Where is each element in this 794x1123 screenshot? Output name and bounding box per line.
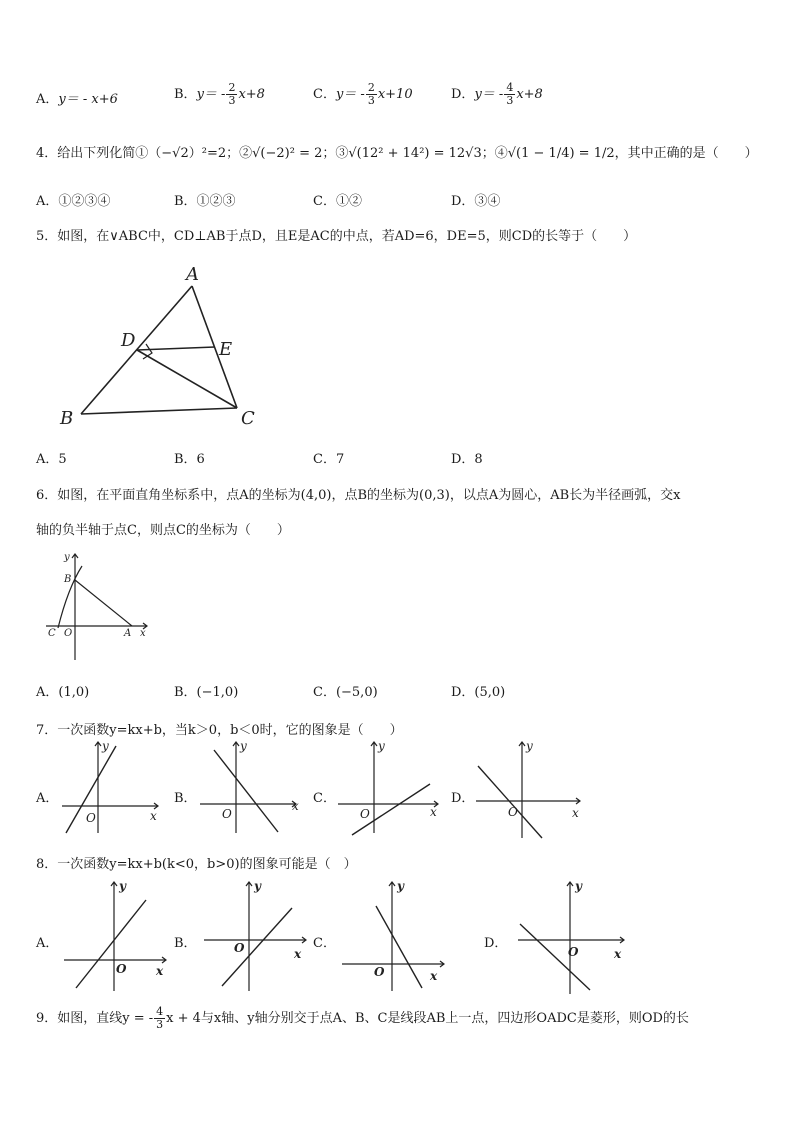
q8-option-a-label: A． bbox=[36, 936, 59, 951]
q4-text-5: ；④ bbox=[481, 146, 508, 161]
x-label: x bbox=[156, 964, 164, 978]
q9-text-2: x + 4与x轴、y轴分别交于点A、B、C是线段AB上一点，四边形OADC是菱形，则OD的长 bbox=[166, 1011, 689, 1026]
denominator: 3 bbox=[506, 94, 514, 107]
q4-option-b: B．①②③ bbox=[174, 194, 236, 209]
label-b: B bbox=[64, 574, 72, 585]
q4-expr-4: √(1 − 1/4) = 1/2 bbox=[507, 146, 615, 161]
option-expression: y＝ - bbox=[196, 87, 226, 102]
y-label: y bbox=[102, 739, 109, 753]
numerator: 2 bbox=[367, 81, 375, 94]
q4-option-c: C．①② bbox=[313, 194, 362, 209]
numerator: 2 bbox=[228, 81, 236, 94]
fraction bbox=[366, 82, 377, 107]
y-label: y bbox=[240, 739, 247, 753]
q7-option-a-label: A． bbox=[36, 791, 59, 806]
y-label: y bbox=[526, 739, 533, 753]
origin-label: O bbox=[234, 941, 245, 955]
segment-ab bbox=[75, 580, 132, 626]
segment-bc bbox=[81, 408, 237, 414]
q7-graph-c bbox=[334, 738, 444, 838]
option-letter: B． bbox=[174, 87, 197, 102]
origin-label: O bbox=[86, 811, 96, 825]
q5-stem: 5．如图，在∨ABC中，CD⊥AB于点D，且E是AC的中点，若AD=6，DE=5，则CD的长等于（ ） bbox=[36, 229, 637, 244]
label-y: y bbox=[64, 552, 70, 563]
q8-stem: 8．一次函数y=kx+b(k<0，b>0)的图象可能是（ ） bbox=[36, 857, 357, 872]
origin-label: O bbox=[374, 965, 385, 979]
q3-option-c bbox=[313, 82, 413, 107]
x-label: x bbox=[430, 805, 437, 819]
denominator: 3 bbox=[367, 94, 375, 107]
q6-option-b: B．(−1,0) bbox=[174, 685, 239, 700]
fraction bbox=[504, 82, 515, 107]
q8-option-d-label: D． bbox=[484, 936, 508, 951]
x-label: x bbox=[430, 969, 438, 983]
x-label: x bbox=[150, 809, 157, 823]
q6-stem-line2: 轴的负半轴于点C，则点C的坐标为（ ） bbox=[36, 523, 290, 538]
y-label: y bbox=[397, 879, 404, 893]
option-expression-tail: x+8 bbox=[516, 87, 543, 102]
q7-option-d-label: D． bbox=[451, 791, 475, 806]
q3-option-d bbox=[451, 82, 543, 107]
x-label: x bbox=[292, 799, 299, 813]
q4-option-d: D．③④ bbox=[451, 194, 501, 209]
q7-option-c-label: C． bbox=[313, 791, 336, 806]
fraction bbox=[154, 1006, 165, 1031]
q6-option-d: D．(5,0) bbox=[451, 685, 506, 700]
q8-graph-c bbox=[340, 876, 450, 994]
x-label: x bbox=[614, 947, 622, 961]
q4-option-a: A．①②③④ bbox=[36, 194, 111, 209]
origin-label: O bbox=[360, 807, 370, 821]
q5-option-c: C．7 bbox=[313, 452, 345, 467]
label-o: O bbox=[64, 628, 73, 639]
q8-option-c-label: C． bbox=[313, 936, 336, 951]
q4-expr-1: −√2 bbox=[161, 146, 189, 161]
q9-stem bbox=[36, 1006, 689, 1031]
q6-option-c: C．(−5,0) bbox=[313, 685, 378, 700]
q8-graph-d bbox=[516, 876, 631, 998]
option-expression: y＝ - bbox=[335, 87, 365, 102]
q7-graph-d bbox=[472, 738, 587, 843]
q9-text-1: 9．如图，直线y = - bbox=[36, 1011, 154, 1026]
origin-label: O bbox=[222, 807, 232, 821]
q6-option-a: A．(1,0) bbox=[36, 685, 90, 700]
q7-graph-b bbox=[196, 738, 306, 838]
x-label: x bbox=[572, 806, 579, 820]
origin-label: O bbox=[116, 962, 127, 976]
q4-expr-2: √(−2)² = 2 bbox=[252, 146, 323, 161]
q6-stem-line1: 6．如图，在平面直角坐标系中，点A的坐标为(4,0)，点B的坐标为(0,3)，以点A为圆心，AB长为半径画弧，交x bbox=[36, 488, 681, 503]
label-a: A bbox=[186, 264, 199, 285]
denominator: 3 bbox=[228, 94, 236, 107]
q4-stem bbox=[36, 142, 758, 161]
label-x: x bbox=[140, 628, 146, 639]
q4-expr-3: √(12² + 14²) = 12√3 bbox=[348, 146, 482, 161]
segment-ba bbox=[81, 286, 192, 414]
q4-text-2: ） bbox=[188, 146, 202, 161]
label-c: C bbox=[241, 408, 255, 429]
label-d: D bbox=[121, 330, 136, 351]
q5-option-a: A．5 bbox=[36, 452, 67, 467]
option-letter: D． bbox=[451, 87, 475, 102]
x-label: x bbox=[294, 947, 302, 961]
numerator: 4 bbox=[506, 81, 514, 94]
q4-text-1: 4．给出下列化简①（ bbox=[36, 146, 162, 161]
q4-text-6: ，其中正确的是（ ） bbox=[614, 146, 758, 161]
q4-text-3: ²=2；② bbox=[201, 146, 253, 161]
numerator: 4 bbox=[156, 1005, 164, 1018]
q3-option-a bbox=[36, 88, 118, 107]
q8-option-b-label: B． bbox=[174, 936, 197, 951]
label-c: C bbox=[48, 628, 56, 639]
option-expression: y＝ - bbox=[474, 87, 504, 102]
option-expression-tail: x+10 bbox=[377, 87, 413, 102]
origin-label: O bbox=[568, 945, 579, 959]
option-expression: y＝ - x+6 bbox=[58, 92, 118, 107]
q5-option-b: B．6 bbox=[174, 452, 205, 467]
y-label: y bbox=[575, 879, 582, 893]
label-b: B bbox=[60, 408, 74, 429]
y-label: y bbox=[378, 739, 385, 753]
option-letter: A． bbox=[36, 92, 59, 107]
fraction bbox=[226, 82, 237, 107]
y-label: y bbox=[119, 879, 126, 893]
option-letter: C． bbox=[313, 87, 336, 102]
denominator: 3 bbox=[156, 1018, 164, 1031]
label-a: A bbox=[124, 628, 132, 639]
q7-graph-a bbox=[58, 738, 168, 838]
q5-option-d: D．8 bbox=[451, 452, 483, 467]
q4-text-4: ；③ bbox=[322, 146, 349, 161]
q7-option-b-label: B． bbox=[174, 791, 197, 806]
label-e: E bbox=[219, 339, 233, 360]
q7-stem: 7．一次函数y=kx+b，当k＞0，b＜0时，它的图象是（ ） bbox=[36, 723, 403, 738]
q5-triangle-figure bbox=[55, 258, 275, 433]
q8-graph-b bbox=[202, 876, 312, 994]
origin-label: O bbox=[508, 805, 518, 819]
y-label: y bbox=[254, 879, 261, 893]
q6-coordinate-figure bbox=[42, 548, 162, 663]
q8-graph-a bbox=[62, 876, 172, 994]
option-expression-tail: x+8 bbox=[238, 87, 265, 102]
q3-option-b bbox=[174, 82, 265, 107]
